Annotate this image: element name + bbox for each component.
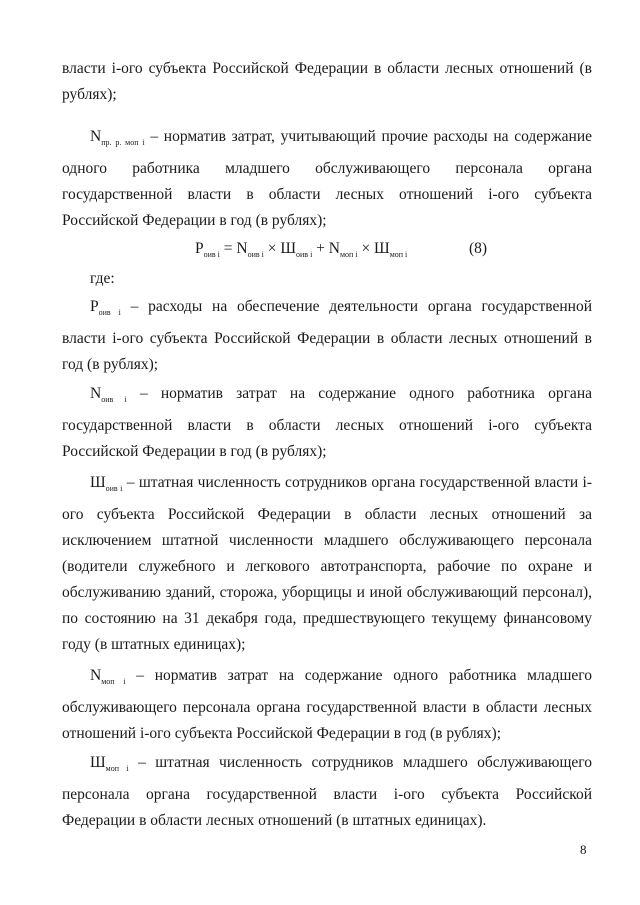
paragraph-p-oiv: $P_{оив i}$ – расходы на обеспечение деятельности органа государственной власти i-ого субъекта Российской Федерации в области лесных отношений в год (в рублях); <box>62 298 592 374</box>
where-label: где: <box>90 270 115 287</box>
formula: $P_{оив i} = N_{оив i} \times Ш_{оив i} + N_{моп i} \times Ш_{моп i}$ <box>195 240 408 260</box>
symbol: N <box>90 128 102 145</box>
subscript: пр. р. моп i <box>101 138 145 148</box>
paragraph-1: власти i-ого субъекта Российской Федерации в области лесных отношений (в рублях); <box>62 60 592 103</box>
paragraph-n-other-costs: $N_{пр. р. моп i}$ – норматив затрат, учитывающий прочие расходы на содержание одного работника младшего обслуживающего персонала органа государственной власти в области лесных отношений i-ого субъекта Российской Федерации в год (в рублях); <box>62 128 592 230</box>
paragraph-sh-oiv: $Ш_{оив i}$ – штатная численность сотрудников органа государственной власти i-ого субъекта Российской Федерации в области лесных отношений за исключением штатной численности младшего обслуживающего персонала (водители служебного и легкового автотранспорта, рабочие по охране и обслуживанию зданий, сторожа, уборщицы и иной обслуживающий персонал), по состоянию на 31 декабря года, предшествующего текущему финансовому году (в штатных единицах); <box>62 474 592 654</box>
paragraph-sh-mop: $Ш_{моп i}$ – штатная численность сотрудников младшего обслуживающего персонала органа государственной власти i-ого субъекта Российской Федерации в области лесных отношений (в штатных единицах). <box>62 754 592 830</box>
equation-number: (8) <box>469 240 488 257</box>
page-number: 8 <box>580 842 587 857</box>
paragraph-n-oiv: $N_{оив i}$ – норматив затрат на содержание одного работника органа государственной власти в области лесных отношений i-ого субъекта Российской Федерации в год (в рублях); <box>62 385 592 461</box>
paragraph-n-mop: $N_{моп i}$ – норматив затрат на содержание одного работника младшего обслуживающего персонала органа государственной власти в области лесных отношений i-ого субъекта Российской Федерации в год (в рублях); <box>62 667 592 743</box>
